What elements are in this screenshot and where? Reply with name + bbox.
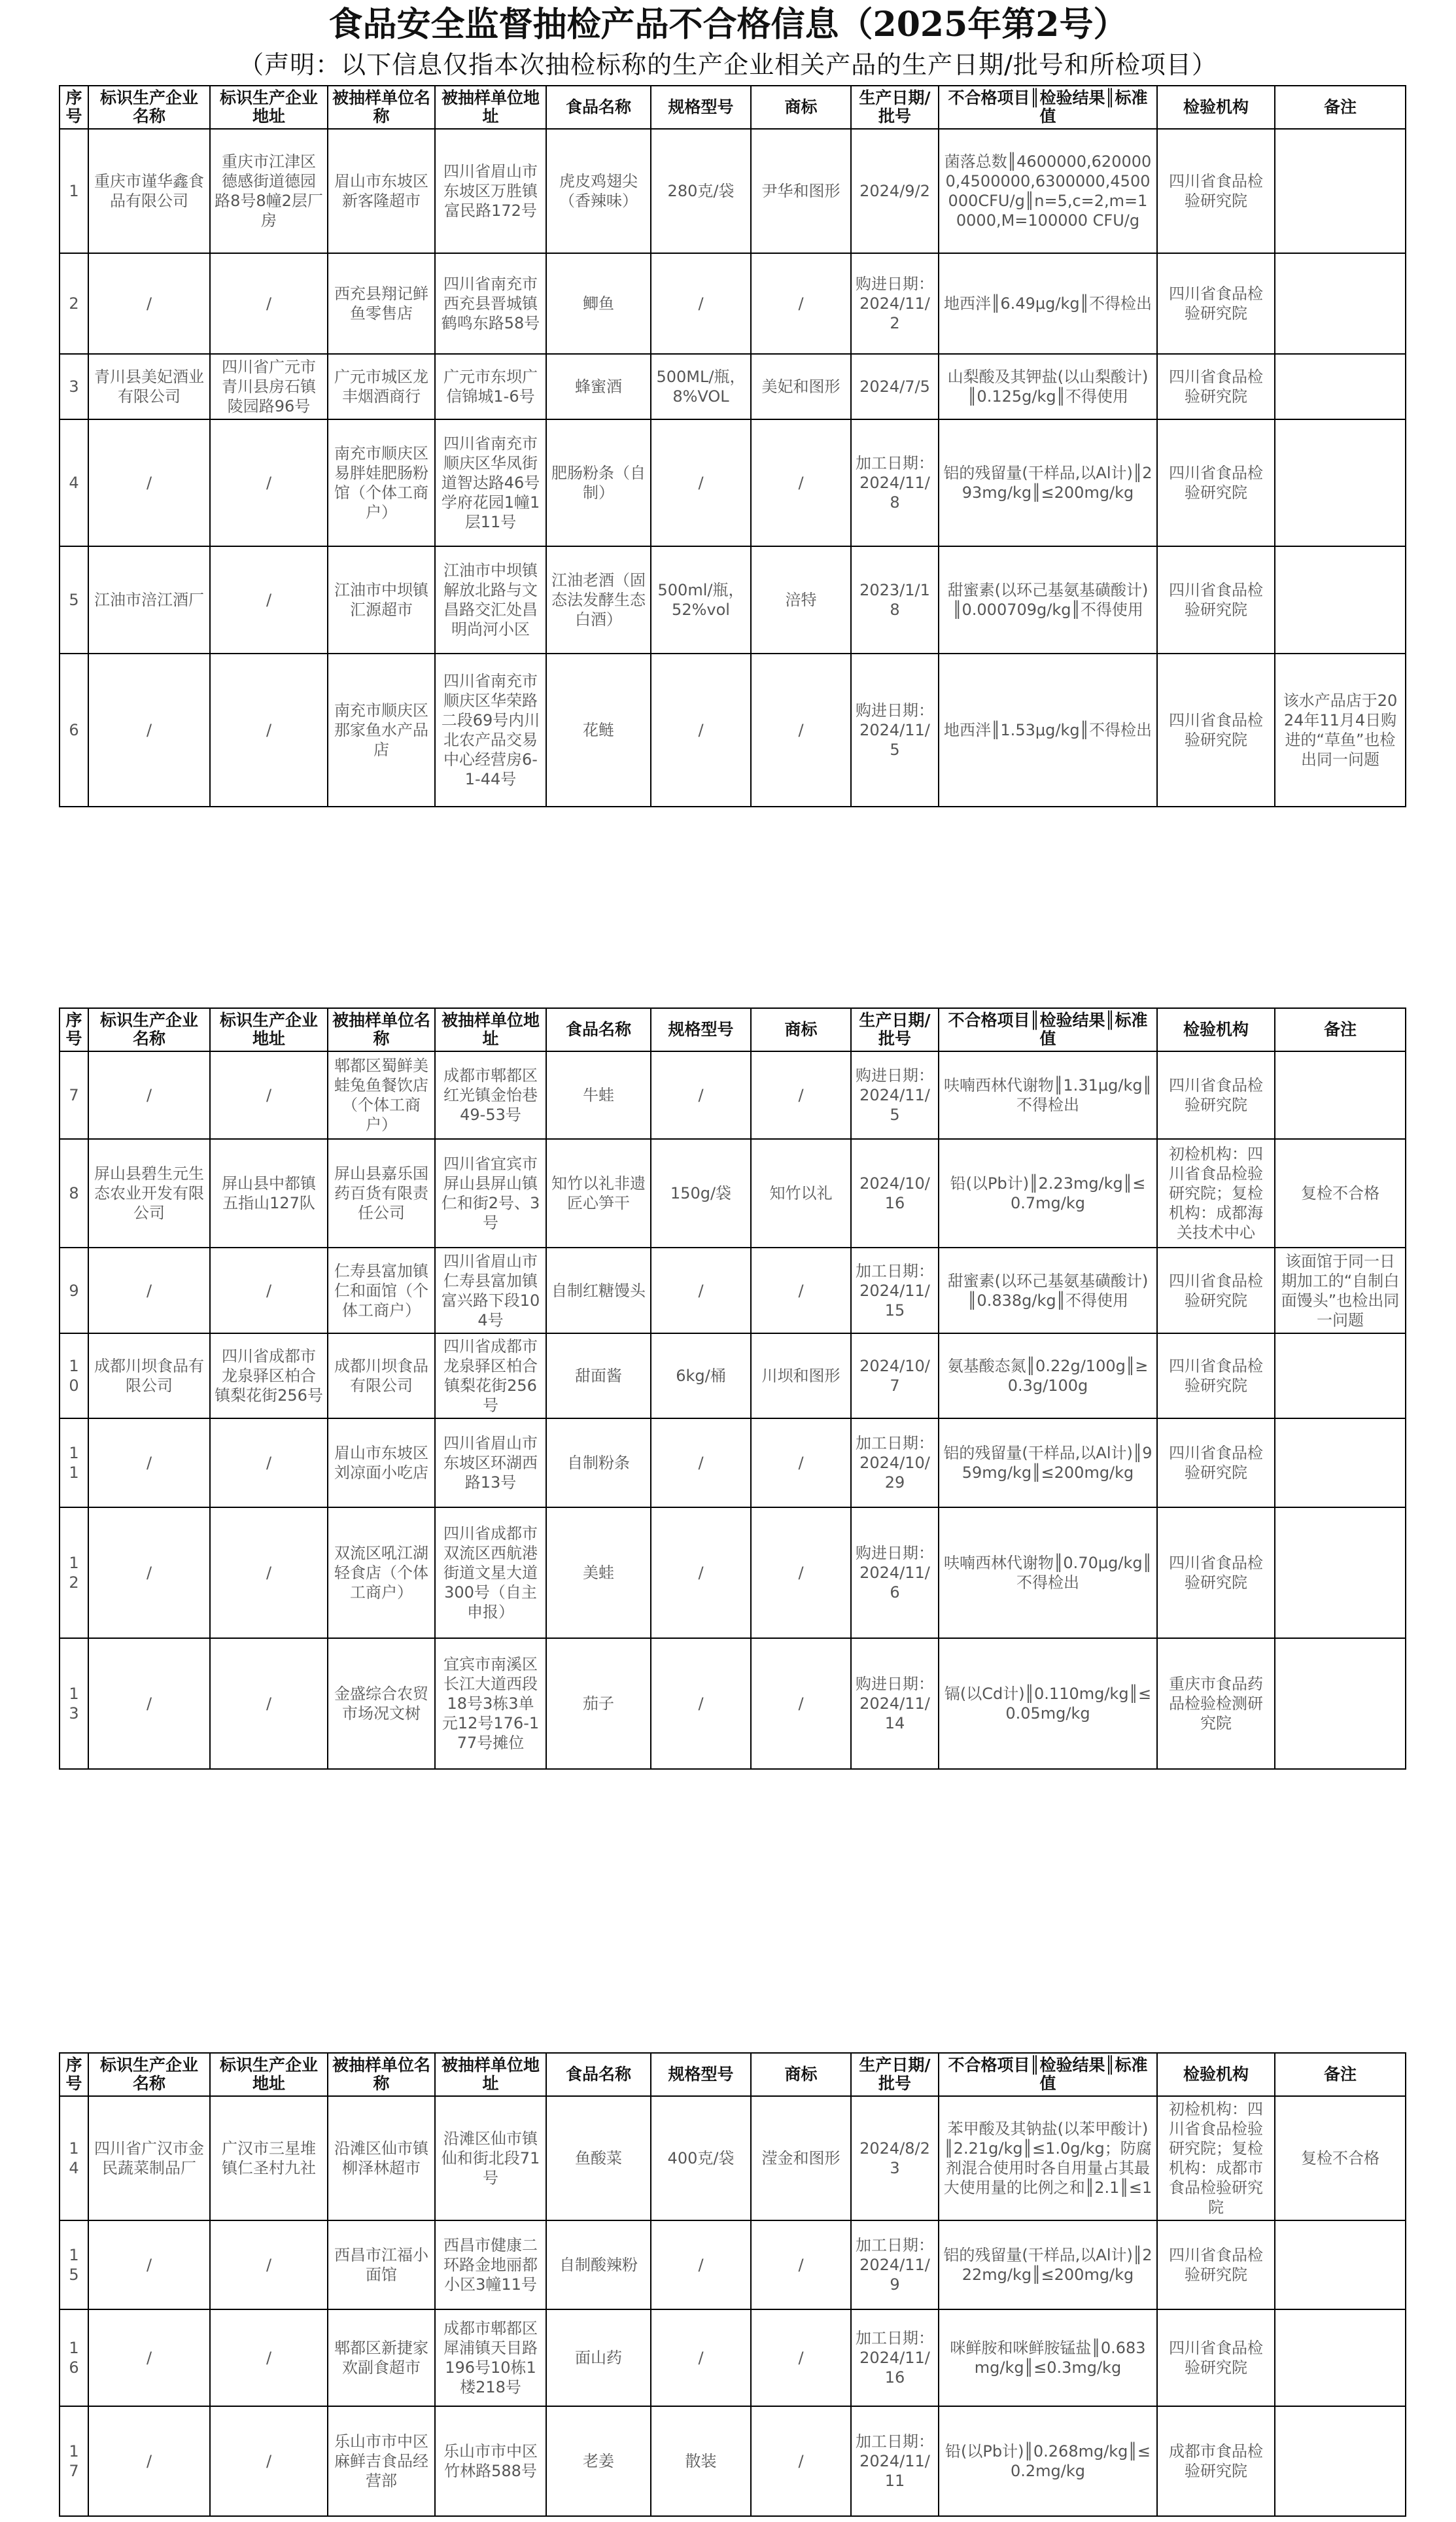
cell-row-number: 4 — [60, 419, 88, 546]
cell-failed-item: 山梨酸及其钾盐(以山梨酸计)║0.125g/kg║不得使用 — [939, 354, 1157, 419]
cell-specification: 500ml/瓶，52%vol — [651, 546, 751, 654]
cell-food-name: 美蛙 — [546, 1507, 651, 1638]
cell-failed-item: 地西泮║1.53μg/kg║不得检出 — [939, 654, 1157, 807]
cell-trademark: 涪特 — [751, 546, 851, 654]
cell-failed-item: 苯甲酸及其钠盐(以苯甲酸计)║2.21g/kg║≤1.0g/kg；防腐剂混合使用时各自用量占其最大使用量的比例之和║2.1║≤1 — [939, 2096, 1157, 2220]
table-header-row — [60, 86, 1406, 129]
cell-failed-item: 氨基酸态氮║0.22g/100g║≥0.3g/100g — [939, 1333, 1157, 1418]
column-header-sampled-unit-name: 被抽样单位名称 — [328, 86, 435, 129]
table-row — [60, 1507, 1406, 1638]
cell-row-number: 15 — [60, 2220, 88, 2309]
table-row — [60, 1638, 1406, 1769]
cell-sampled-unit-name: 江油市中坝镇汇源超市 — [328, 546, 435, 654]
cell-production-date: 加工日期：2024/11/15 — [851, 1248, 939, 1333]
cell-food-name: 自制酸辣粉 — [546, 2220, 651, 2309]
table-row — [60, 2309, 1406, 2406]
cell-failed-item: 咪鲜胺和咪鲜胺锰盐║0.683mg/kg║≤0.3mg/kg — [939, 2309, 1157, 2406]
cell-sampled-unit-name: 成都川坝食品有限公司 — [328, 1333, 435, 1418]
column-header-food-name: 食品名称 — [546, 2053, 651, 2096]
cell-remark — [1275, 2220, 1406, 2309]
cell-testing-agency: 四川省食品检验研究院 — [1157, 2220, 1275, 2309]
cell-row-number: 3 — [60, 354, 88, 419]
cell-production-date: 购进日期：2024/11/2 — [851, 253, 939, 354]
column-header-remark: 备注 — [1275, 2053, 1406, 2096]
column-header-specification: 规格型号 — [651, 2053, 751, 2096]
column-header-specification: 规格型号 — [651, 1008, 751, 1051]
cell-production-date: 购进日期：2024/11/6 — [851, 1507, 939, 1638]
cell-remark: 复检不合格 — [1275, 2096, 1406, 2220]
cell-production-date: 购进日期：2024/11/5 — [851, 1051, 939, 1139]
cell-trademark: / — [751, 654, 851, 807]
table-row — [60, 1333, 1406, 1418]
cell-manufacturer-name: 重庆市谨华鑫食品有限公司 — [88, 129, 210, 253]
cell-sampled-unit-address: 四川省成都市龙泉驿区柏合镇梨花街256号 — [435, 1333, 546, 1418]
cell-testing-agency: 四川省食品检验研究院 — [1157, 654, 1275, 807]
column-header-remark: 备注 — [1275, 86, 1406, 129]
cell-specification: 散装 — [651, 2406, 751, 2516]
cell-sampled-unit-name: 南充市顺庆区那家鱼水产品店 — [328, 654, 435, 807]
cell-manufacturer-name: 成都川坝食品有限公司 — [88, 1333, 210, 1418]
cell-remark — [1275, 419, 1406, 546]
column-header-row-number: 序号 — [60, 86, 88, 129]
cell-production-date: 加工日期：2024/11/9 — [851, 2220, 939, 2309]
cell-sampled-unit-name: 眉山市东坡区刘凉面小吃店 — [328, 1418, 435, 1507]
cell-sampled-unit-address: 广元市东坝广信锦城1-6号 — [435, 354, 546, 419]
column-header-row-number: 序号 — [60, 1008, 88, 1051]
cell-manufacturer-name: / — [88, 1507, 210, 1638]
page-title: 食品安全监督抽检产品不合格信息（2025年第2号） — [328, 5, 1128, 44]
table-row — [60, 546, 1406, 654]
cell-sampled-unit-address: 四川省南充市顺庆区华荣路二段69号内川北农产品交易中心经营房6-1-44号 — [435, 654, 546, 807]
cell-production-date: 购进日期：2024/11/5 — [851, 654, 939, 807]
cell-failed-item: 呋喃西林代谢物║1.31μg/kg║不得检出 — [939, 1051, 1157, 1139]
cell-trademark: / — [751, 1051, 851, 1139]
cell-failed-item: 铝的残留量(干样品,以Al计)║959mg/kg║≤200mg/kg — [939, 1418, 1157, 1507]
cell-sampled-unit-address: 成都市郫都区红光镇金怡巷49-53号 — [435, 1051, 546, 1139]
cell-sampled-unit-name: 金盛综合农贸市场况文树 — [328, 1638, 435, 1769]
cell-sampled-unit-name: 南充市顺庆区易胖娃肥肠粉馆（个体工商户） — [328, 419, 435, 546]
cell-food-name: 面山药 — [546, 2309, 651, 2406]
cell-manufacturer-address: 重庆市江津区德感街道德园路8号8幢2层厂房 — [210, 129, 328, 253]
cell-remark — [1275, 2406, 1406, 2516]
table-row — [60, 1051, 1406, 1139]
cell-testing-agency: 四川省食品检验研究院 — [1157, 1248, 1275, 1333]
cell-manufacturer-address: / — [210, 546, 328, 654]
table-row — [60, 2220, 1406, 2309]
cell-trademark: 尹华和图形 — [751, 129, 851, 253]
column-header-manufacturer-name: 标识生产企业名称 — [88, 1008, 210, 1051]
cell-food-name: 蜂蜜酒 — [546, 354, 651, 419]
cell-manufacturer-name: / — [88, 1051, 210, 1139]
cell-sampled-unit-name: 乐山市市中区麻鲜吉食品经营部 — [328, 2406, 435, 2516]
column-header-testing-agency: 检验机构 — [1157, 2053, 1275, 2096]
results-table-page-2 — [59, 1007, 1406, 1770]
cell-testing-agency: 四川省食品检验研究院 — [1157, 1333, 1275, 1418]
table-row — [60, 354, 1406, 419]
column-header-production-date: 生产日期/批号 — [851, 2053, 939, 2096]
cell-manufacturer-name: / — [88, 1638, 210, 1769]
table-row — [60, 1248, 1406, 1333]
column-header-sampled-unit-address: 被抽样单位地址 — [435, 86, 546, 129]
cell-sampled-unit-name: 仁寿县富加镇仁和面馆（个体工商户） — [328, 1248, 435, 1333]
cell-row-number: 6 — [60, 654, 88, 807]
cell-food-name: 牛蛙 — [546, 1051, 651, 1139]
table-row — [60, 654, 1406, 807]
column-header-manufacturer-name: 标识生产企业名称 — [88, 86, 210, 129]
cell-production-date: 2024/10/16 — [851, 1139, 939, 1248]
cell-specification: 500ML/瓶，8%VOL — [651, 354, 751, 419]
cell-testing-agency: 成都市食品检验研究院 — [1157, 2406, 1275, 2516]
cell-failed-item: 铝的残留量(干样品,以Al计)║293mg/kg║≤200mg/kg — [939, 419, 1157, 546]
column-header-trademark: 商标 — [751, 1008, 851, 1051]
cell-food-name: 自制粉条 — [546, 1418, 651, 1507]
cell-testing-agency: 四川省食品检验研究院 — [1157, 1051, 1275, 1139]
cell-sampled-unit-address: 乐山市市中区竹林路588号 — [435, 2406, 546, 2516]
cell-testing-agency: 初检机构：四川省食品检验研究院；复检机构：成都海关技术中心 — [1157, 1139, 1275, 1248]
cell-sampled-unit-address: 沿滩区仙市镇仙和街北段71号 — [435, 2096, 546, 2220]
table-row — [60, 2096, 1406, 2220]
cell-sampled-unit-address: 四川省眉山市仁寿县富加镇富兴路下段104号 — [435, 1248, 546, 1333]
cell-testing-agency: 四川省食品检验研究院 — [1157, 2309, 1275, 2406]
cell-row-number: 11 — [60, 1418, 88, 1507]
cell-manufacturer-name: / — [88, 2220, 210, 2309]
cell-sampled-unit-address: 四川省南充市西充县晋城镇鹤鸣东路58号 — [435, 253, 546, 354]
cell-trademark: 美妃和图形 — [751, 354, 851, 419]
cell-trademark: 滢金和图形 — [751, 2096, 851, 2220]
cell-trademark: / — [751, 419, 851, 546]
cell-failed-item: 甜蜜素(以环己基氨基磺酸计)║0.838g/kg║不得使用 — [939, 1248, 1157, 1333]
cell-testing-agency: 四川省食品检验研究院 — [1157, 546, 1275, 654]
cell-failed-item: 地西泮║6.49μg/kg║不得检出 — [939, 253, 1157, 354]
cell-manufacturer-name: / — [88, 2406, 210, 2516]
cell-remark — [1275, 1051, 1406, 1139]
cell-row-number: 1 — [60, 129, 88, 253]
cell-food-name: 知竹以礼非遗匠心笋干 — [546, 1139, 651, 1248]
cell-manufacturer-address: / — [210, 2220, 328, 2309]
cell-manufacturer-name: 江油市涪江酒厂 — [88, 546, 210, 654]
cell-specification: / — [651, 2220, 751, 2309]
cell-manufacturer-name: / — [88, 2309, 210, 2406]
cell-production-date: 购进日期：2024/11/14 — [851, 1638, 939, 1769]
cell-food-name: 鲫鱼 — [546, 253, 651, 354]
cell-specification: / — [651, 1051, 751, 1139]
cell-sampled-unit-address: 江油市中坝镇解放北路与文昌路交汇处昌明尚河小区 — [435, 546, 546, 654]
cell-row-number: 12 — [60, 1507, 88, 1638]
cell-manufacturer-address: / — [210, 1051, 328, 1139]
cell-production-date: 2024/7/5 — [851, 354, 939, 419]
cell-row-number: 16 — [60, 2309, 88, 2406]
cell-food-name: 虎皮鸡翅尖（香辣味） — [546, 129, 651, 253]
cell-remark — [1275, 1638, 1406, 1769]
table-row — [60, 1418, 1406, 1507]
cell-trademark: / — [751, 1248, 851, 1333]
cell-specification: / — [651, 654, 751, 807]
cell-specification: 400克/袋 — [651, 2096, 751, 2220]
cell-remark: 该水产品店于2024年11月4日购进的“草鱼”也检出同一问题 — [1275, 654, 1406, 807]
cell-sampled-unit-name: 郫都区新捷家欢副食超市 — [328, 2309, 435, 2406]
cell-production-date: 2024/8/23 — [851, 2096, 939, 2220]
cell-sampled-unit-address: 四川省南充市顺庆区华凤街道智达路46号学府花园1幢1层11号 — [435, 419, 546, 546]
cell-specification: / — [651, 1418, 751, 1507]
column-header-failed-item: 不合格项目║检验结果║标准值 — [939, 1008, 1157, 1051]
cell-failed-item: 镉(以Cd计)║0.110mg/kg║≤0.05mg/kg — [939, 1638, 1157, 1769]
cell-food-name: 甜面酱 — [546, 1333, 651, 1418]
cell-sampled-unit-address: 西昌市健康二环路金地丽都小区3幢11号 — [435, 2220, 546, 2309]
cell-row-number: 7 — [60, 1051, 88, 1139]
cell-trademark: / — [751, 2309, 851, 2406]
column-header-testing-agency: 检验机构 — [1157, 1008, 1275, 1051]
cell-food-name: 老姜 — [546, 2406, 651, 2516]
cell-specification: 6kg/桶 — [651, 1333, 751, 1418]
cell-row-number: 5 — [60, 546, 88, 654]
cell-manufacturer-name: / — [88, 419, 210, 546]
cell-trademark: / — [751, 1638, 851, 1769]
cell-production-date: 2023/1/18 — [851, 546, 939, 654]
cell-failed-item: 呋喃西林代谢物║0.70μg/kg║不得检出 — [939, 1507, 1157, 1638]
cell-production-date: 加工日期：2024/11/16 — [851, 2309, 939, 2406]
cell-specification: / — [651, 1248, 751, 1333]
column-header-manufacturer-address: 标识生产企业地址 — [210, 2053, 328, 2096]
cell-trademark: / — [751, 2406, 851, 2516]
cell-manufacturer-name: 四川省广汉市金民蔬菜制品厂 — [88, 2096, 210, 2220]
cell-manufacturer-name: 屏山县碧生元生态农业开发有限公司 — [88, 1139, 210, 1248]
cell-sampled-unit-address: 四川省宜宾市屏山县屏山镇仁和街2号、3号 — [435, 1139, 546, 1248]
column-header-sampled-unit-address: 被抽样单位地址 — [435, 2053, 546, 2096]
cell-specification: / — [651, 419, 751, 546]
column-header-failed-item: 不合格项目║检验结果║标准值 — [939, 86, 1157, 129]
cell-manufacturer-address: / — [210, 1418, 328, 1507]
cell-row-number: 14 — [60, 2096, 88, 2220]
cell-row-number: 17 — [60, 2406, 88, 2516]
cell-manufacturer-address: 屏山县中都镇五指山127队 — [210, 1139, 328, 1248]
table-row — [60, 2406, 1406, 2516]
cell-sampled-unit-name: 广元市城区龙丰烟酒商行 — [328, 354, 435, 419]
cell-failed-item: 甜蜜素(以环己基氨基磺酸计)║0.000709g/kg║不得使用 — [939, 546, 1157, 654]
cell-trademark: 知竹以礼 — [751, 1139, 851, 1248]
cell-row-number: 10 — [60, 1333, 88, 1418]
results-table-page-1 — [59, 85, 1406, 807]
cell-row-number: 8 — [60, 1139, 88, 1248]
cell-testing-agency: 四川省食品检验研究院 — [1157, 354, 1275, 419]
cell-manufacturer-address: 广汉市三星堆镇仁圣村九社 — [210, 2096, 328, 2220]
cell-testing-agency: 重庆市食品药品检验检测研究院 — [1157, 1638, 1275, 1769]
column-header-production-date: 生产日期/批号 — [851, 86, 939, 129]
cell-trademark: 川坝和图形 — [751, 1333, 851, 1418]
cell-sampled-unit-name: 眉山市东坡区新客隆超市 — [328, 129, 435, 253]
table-row — [60, 129, 1406, 253]
cell-manufacturer-address: 四川省广元市青川县房石镇陵园路96号 — [210, 354, 328, 419]
cell-manufacturer-address: / — [210, 2406, 328, 2516]
cell-trademark: / — [751, 2220, 851, 2309]
column-header-specification: 规格型号 — [651, 86, 751, 129]
cell-specification: / — [651, 2309, 751, 2406]
cell-manufacturer-address: / — [210, 1507, 328, 1638]
cell-remark — [1275, 354, 1406, 419]
cell-remark: 该面馆于同一日期加工的“自制白面馒头”也检出同一问题 — [1275, 1248, 1406, 1333]
cell-failed-item: 铅(以Pb计)║2.23mg/kg║≤0.7mg/kg — [939, 1139, 1157, 1248]
column-header-sampled-unit-name: 被抽样单位名称 — [328, 2053, 435, 2096]
cell-row-number: 2 — [60, 253, 88, 354]
cell-remark — [1275, 1507, 1406, 1638]
column-header-row-number: 序号 — [60, 2053, 88, 2096]
column-header-manufacturer-name: 标识生产企业名称 — [88, 2053, 210, 2096]
table-header-row — [60, 2053, 1406, 2096]
cell-remark — [1275, 2309, 1406, 2406]
page-subtitle: （声明：以下信息仅指本次抽检标称的生产企业相关产品的生产日期/批号和所检项目） — [239, 50, 1217, 79]
cell-testing-agency: 四川省食品检验研究院 — [1157, 1507, 1275, 1638]
cell-production-date: 加工日期：2024/11/8 — [851, 419, 939, 546]
cell-row-number: 13 — [60, 1638, 88, 1769]
cell-manufacturer-address: / — [210, 2309, 328, 2406]
cell-testing-agency: 初检机构：四川省食品检验研究院；复检机构：成都市食品检验研究院 — [1157, 2096, 1275, 2220]
table-row — [60, 1139, 1406, 1248]
cell-remark: 复检不合格 — [1275, 1139, 1406, 1248]
cell-manufacturer-name: / — [88, 253, 210, 354]
column-header-manufacturer-address: 标识生产企业地址 — [210, 86, 328, 129]
cell-remark — [1275, 253, 1406, 354]
cell-manufacturer-address: / — [210, 419, 328, 546]
cell-manufacturer-name: / — [88, 1418, 210, 1507]
cell-sampled-unit-name: 郫都区蜀鲜美蛙兔鱼餐饮店（个体工商户） — [328, 1051, 435, 1139]
column-header-manufacturer-address: 标识生产企业地址 — [210, 1008, 328, 1051]
cell-trademark: / — [751, 1418, 851, 1507]
table-row — [60, 253, 1406, 354]
cell-food-name: 肥肠粉条（自制） — [546, 419, 651, 546]
cell-remark — [1275, 129, 1406, 253]
cell-production-date: 2024/10/7 — [851, 1333, 939, 1418]
table-row — [60, 419, 1406, 546]
cell-manufacturer-name: 青川县美妃酒业有限公司 — [88, 354, 210, 419]
cell-sampled-unit-name: 沿滩区仙市镇柳泽林超市 — [328, 2096, 435, 2220]
cell-food-name: 江油老酒（固态法发酵生态白酒） — [546, 546, 651, 654]
column-header-remark: 备注 — [1275, 1008, 1406, 1051]
cell-manufacturer-address: / — [210, 253, 328, 354]
cell-remark — [1275, 546, 1406, 654]
column-header-testing-agency: 检验机构 — [1157, 86, 1275, 129]
column-header-food-name: 食品名称 — [546, 1008, 651, 1051]
cell-sampled-unit-name: 西昌市江福小面馆 — [328, 2220, 435, 2309]
cell-food-name: 花鲢 — [546, 654, 651, 807]
cell-sampled-unit-address: 宜宾市南溪区长江大道西段18号3栋3单元12号176-177号摊位 — [435, 1638, 546, 1769]
cell-production-date: 加工日期：2024/11/11 — [851, 2406, 939, 2516]
cell-manufacturer-address: 四川省成都市龙泉驿区柏合镇梨花街256号 — [210, 1333, 328, 1418]
cell-remark — [1275, 1333, 1406, 1418]
column-header-sampled-unit-address: 被抽样单位地址 — [435, 1008, 546, 1051]
column-header-sampled-unit-name: 被抽样单位名称 — [328, 1008, 435, 1051]
cell-testing-agency: 四川省食品检验研究院 — [1157, 1418, 1275, 1507]
cell-manufacturer-address: / — [210, 1248, 328, 1333]
cell-remark — [1275, 1418, 1406, 1507]
cell-specification: / — [651, 1507, 751, 1638]
cell-production-date: 2024/9/2 — [851, 129, 939, 253]
cell-food-name: 鱼酸菜 — [546, 2096, 651, 2220]
cell-trademark: / — [751, 1507, 851, 1638]
cell-sampled-unit-address: 成都市郫都区犀浦镇天目路196号10栋1楼218号 — [435, 2309, 546, 2406]
cell-manufacturer-name: / — [88, 654, 210, 807]
cell-testing-agency: 四川省食品检验研究院 — [1157, 419, 1275, 546]
cell-manufacturer-address: / — [210, 654, 328, 807]
results-table-page-3 — [59, 2052, 1406, 2517]
cell-production-date: 加工日期：2024/10/29 — [851, 1418, 939, 1507]
cell-sampled-unit-address: 四川省成都市双流区西航港街道文星大道300号（自主申报） — [435, 1507, 546, 1638]
cell-row-number: 9 — [60, 1248, 88, 1333]
cell-sampled-unit-name: 屏山县嘉乐国药百货有限责任公司 — [328, 1139, 435, 1248]
table-header-row — [60, 1008, 1406, 1051]
cell-testing-agency: 四川省食品检验研究院 — [1157, 129, 1275, 253]
column-header-production-date: 生产日期/批号 — [851, 1008, 939, 1051]
cell-failed-item: 铝的残留量(干样品,以Al计)║222mg/kg║≤200mg/kg — [939, 2220, 1157, 2309]
cell-testing-agency: 四川省食品检验研究院 — [1157, 253, 1275, 354]
cell-trademark: / — [751, 253, 851, 354]
cell-manufacturer-name: / — [88, 1248, 210, 1333]
cell-sampled-unit-name: 双流区吼江湖轻食店（个体工商户） — [328, 1507, 435, 1638]
column-header-trademark: 商标 — [751, 2053, 851, 2096]
cell-food-name: 自制红糖馒头 — [546, 1248, 651, 1333]
column-header-failed-item: 不合格项目║检验结果║标准值 — [939, 2053, 1157, 2096]
cell-food-name: 茄子 — [546, 1638, 651, 1769]
cell-sampled-unit-address: 四川省眉山市东坡区环湖西路13号 — [435, 1418, 546, 1507]
cell-specification: / — [651, 253, 751, 354]
cell-failed-item: 菌落总数║4600000,6200000,4500000,6300000,4500000CFU/g║n=5,c=2,m=10000,M=100000 CFU/g — [939, 129, 1157, 253]
cell-failed-item: 铅(以Pb计)║0.268mg/kg║≤0.2mg/kg — [939, 2406, 1157, 2516]
cell-specification: 280克/袋 — [651, 129, 751, 253]
column-header-food-name: 食品名称 — [546, 86, 651, 129]
cell-manufacturer-address: / — [210, 1638, 328, 1769]
cell-specification: / — [651, 1638, 751, 1769]
cell-sampled-unit-address: 四川省眉山市东坡区万胜镇富民路172号 — [435, 129, 546, 253]
cell-specification: 150g/袋 — [651, 1139, 751, 1248]
column-header-trademark: 商标 — [751, 86, 851, 129]
cell-sampled-unit-name: 西充县翔记鲜鱼零售店 — [328, 253, 435, 354]
